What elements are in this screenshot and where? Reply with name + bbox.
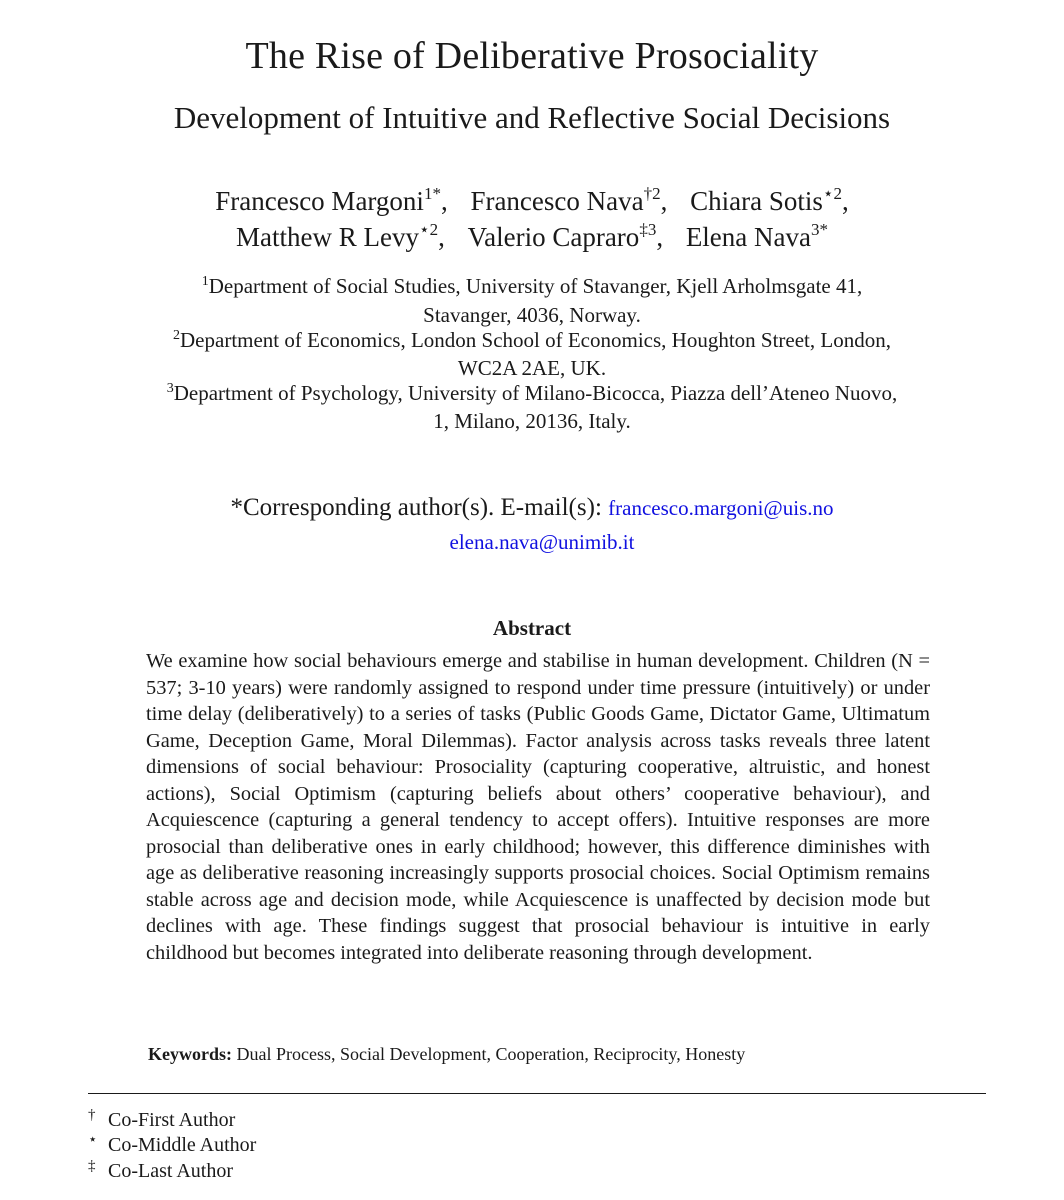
keywords-label: Keywords: <box>148 1044 232 1064</box>
affiliation-3-cont: 1, Milano, 20136, Italy. <box>433 409 631 433</box>
author: Valerio Capraro$^{\ddagger 3}$, <box>467 220 664 252</box>
affiliation-1: $^1$Department of Social Studies, University of Stavanger, Kjell Arholmsgate 41, <box>201 274 863 298</box>
keywords-list: Dual Process, Social Development, Cooperation, Reciprocity, Honesty <box>236 1044 746 1064</box>
author-list-line-1 <box>0 186 1064 217</box>
corresponding-authors-cont <box>0 530 1064 555</box>
footnote: † Co-First Author <box>88 1107 236 1131</box>
paper-title: The Rise of Deliberative Prosociality <box>245 35 819 77</box>
affiliation-2: $^2$Department of Economics, London School of Economics, Houghton Street, London, <box>173 328 891 352</box>
keywords <box>148 1044 745 1065</box>
author: Elena Nava$^{3*}$ <box>685 220 828 252</box>
affiliation-2-cont: WC2A 2AE, UK. <box>457 356 607 380</box>
author: Matthew R Levy$^{⋆2}$, <box>236 220 445 252</box>
author: Chiara Sotis$^{⋆2}$, <box>690 184 849 216</box>
footnote-divider <box>88 1093 986 1094</box>
author: Francesco Nava$^{\dagger 2}$, <box>470 184 668 216</box>
paper-subtitle: Development of Intuitive and Reflective Social Decisions <box>173 100 891 135</box>
affiliation-3: $^3$Department of Psychology, University of Milano-Bicocca, Piazza dell’Ateneo Nuovo, <box>166 381 898 405</box>
email-link[interactable]: francesco.margoni@uis.no <box>608 496 834 520</box>
affiliation-1-cont: Stavanger, 4036, Norway. <box>423 303 641 327</box>
abstract-heading: Abstract <box>492 616 572 640</box>
corresponding-label: *Corresponding author(s). E-mail(s): <box>230 494 602 521</box>
author-list-line-2 <box>0 222 1064 253</box>
corresponding-authors <box>0 494 1064 522</box>
footnote: ‡ Co-Last Author <box>88 1158 233 1182</box>
footnote: ⋆ Co-Middle Author <box>88 1132 257 1156</box>
abstract-text: We examine how social behaviours emerge and stabilise in human development. Children (N = 537; 3-10 years) were randomly assigned to respond under time pressure (intuitively) or under time delay (deliberatively) to a series of tasks (Public Goods Game, Dictator Game, Ultimatum Game, Deception Game, Moral Dilemmas). Factor analysis across tasks reveals three latent dimensions of social behaviour: Prosociality (capturing cooperative, altruistic, and honest actions), Social Optimism (capturing beliefs about others’ cooperative behaviour), and Acquiescence (capturing a general tendency to accept offers). Intuitive responses are more prosocial than deliberative ones in early childhood; however, this difference diminishes with age as deliberative reasoning increasingly supports prosocial choices. Social Optimism remains stable across age and decision mode, while Acquiescence is unaffected by decision mode but declines with age. These findings suggest that prosocial behaviour is intuitive in early childhood but becomes integrated into deliberate reasoning through development. <box>146 650 930 964</box>
author: Francesco Margoni$^{1*}$, <box>215 184 448 216</box>
email-link[interactable]: elena.nava@unimib.it <box>449 530 635 554</box>
